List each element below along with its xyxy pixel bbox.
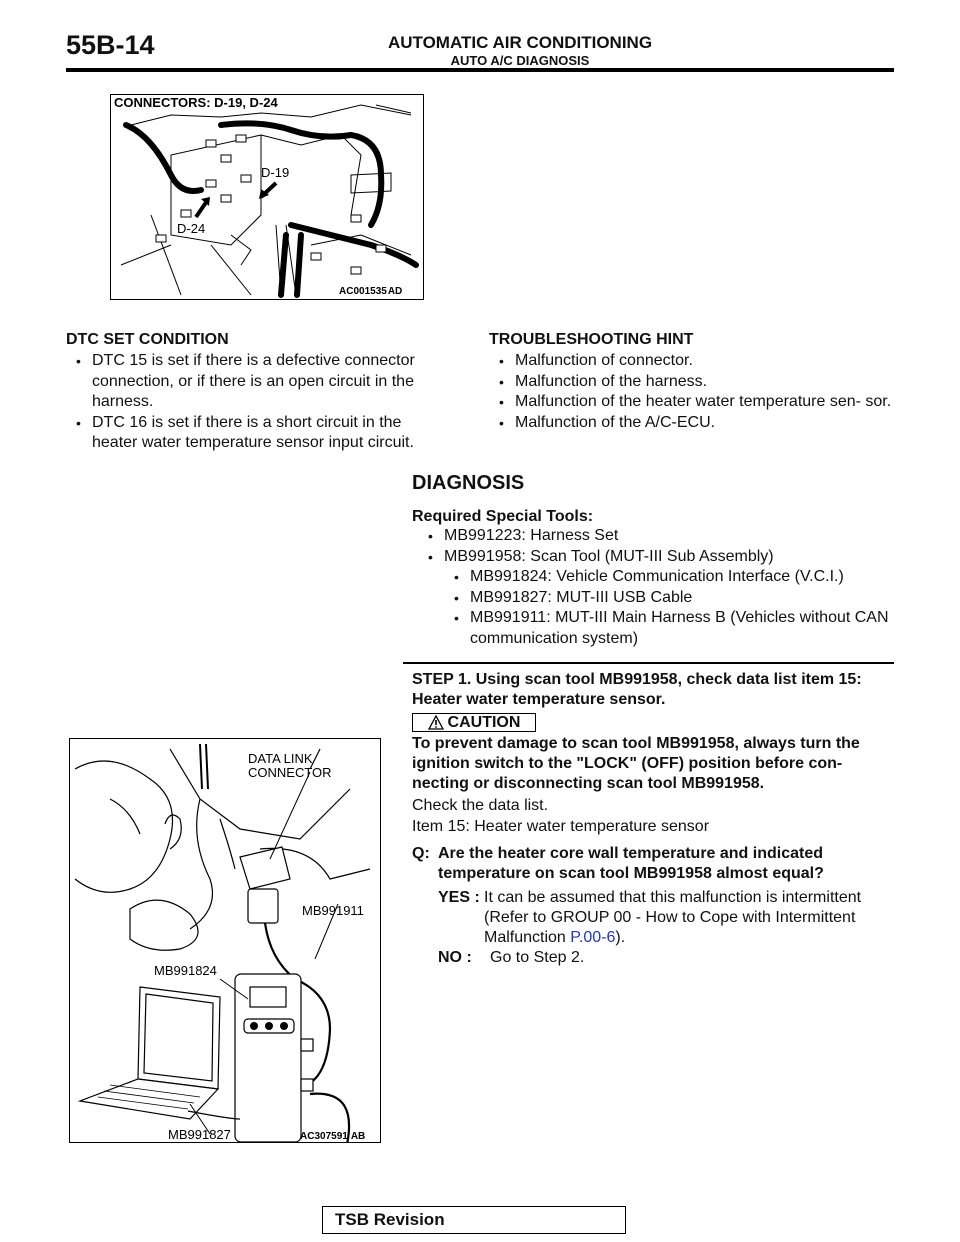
no-label: NO : <box>438 949 472 966</box>
dtc-set-condition-item: • DTC 16 is set if there is a short circuit in the heater water temperature sensor input circuit. <box>66 413 450 454</box>
yes-text: It can be assumed that this malfunction is intermittent (Refer to GROUP 00 - How to Cope with Intermittent Malfunction <box>484 889 862 946</box>
dtc-set-condition-list <box>66 351 450 454</box>
question-text: Are the heater core wall temperature and indicated temperature on scan tool MB991958 almost equal? <box>438 845 824 882</box>
tsb-revision-footer: TSB Revision <box>322 1206 626 1234</box>
figure1-code: AC001535AD <box>339 286 403 297</box>
caution-text: To prevent damage to scan tool MB991958, always turn the ignition switch to the "LOCK" (OFF) position before con- necting or disconnecting scan tool MB991958. <box>412 735 860 792</box>
tool-item: • MB991223: Harness Set <box>418 526 888 547</box>
troubleshooting-hint-item: • Malfunction of connector. <box>489 351 895 372</box>
no-text: Go to Step 2. <box>490 949 585 966</box>
troubleshooting-hint-item: • Malfunction of the A/C-ECU. <box>489 413 895 434</box>
label-mb991824: MB991824 <box>154 963 217 978</box>
label-d24: D-24 <box>177 221 206 236</box>
label-mb991827: MB991827 <box>168 1127 231 1142</box>
label-mb991911: MB991911 <box>302 903 364 918</box>
scan-tool-illustration <box>70 739 380 1142</box>
sub-tools-list <box>444 567 890 649</box>
figure2-code: AC307591 AB <box>300 1131 366 1142</box>
connector-location-figure <box>110 94 424 300</box>
label-data-link-2: CONNECTOR <box>248 765 332 780</box>
diagnosis-title: DIAGNOSIS <box>412 472 525 494</box>
step1-title: STEP 1. Using scan tool MB991958, check data list item 15: Heater water temperature sensor. <box>412 671 862 708</box>
dtc-set-condition-item: • DTC 15 is set if there is a defective connector connection, or if there is an open circuit in the harness. <box>66 351 450 413</box>
scan-tool-connection-figure <box>69 738 381 1143</box>
subsection-title: AUTO A/C DIAGNOSIS <box>450 53 590 68</box>
label-data-link-1: DATA LINK <box>248 751 313 766</box>
required-tools-title: Required Special Tools: <box>412 508 594 525</box>
caution-box <box>412 713 536 732</box>
sub-tool-item: • MB991824: Vehicle Communication Interface (V.C.I.) <box>444 567 890 588</box>
troubleshooting-hint-list <box>489 351 895 433</box>
item-15-line: Item 15: Heater water temperature sensor <box>412 818 710 835</box>
question-prefix: Q: <box>412 845 430 862</box>
required-tools-list <box>418 526 888 567</box>
tool-item: • MB991958: Scan Tool (MUT-III Sub Assembly) <box>418 547 888 568</box>
troubleshooting-hint-item: • Malfunction of the harness. <box>489 372 895 393</box>
dtc-set-condition-title: DTC SET CONDITION <box>66 331 229 348</box>
figure1-caption: CONNECTORS: D-19, D-24 <box>114 95 278 110</box>
check-data-list-line: Check the data list. <box>412 797 549 814</box>
troubleshooting-hint-title: TROUBLESHOOTING HINT <box>489 331 694 348</box>
sub-tool-item: • MB991827: MUT-III USB Cable <box>444 588 890 609</box>
header-rule <box>66 68 894 72</box>
dashboard-illustration <box>111 95 423 299</box>
step-divider <box>403 662 894 664</box>
troubleshooting-hint-item: • Malfunction of the heater water temperature sen- sor. <box>489 392 895 413</box>
warning-icon <box>428 715 444 730</box>
page-number: 55B-14 <box>66 30 155 60</box>
sub-tool-item: • MB991911: MUT-III Main Harness B (Vehicles without CAN communication system) <box>444 608 890 649</box>
section-title: AUTOMATIC AIR CONDITIONING <box>387 33 653 52</box>
label-d19: D-19 <box>261 165 290 180</box>
yes-label: YES : <box>438 889 480 906</box>
yes-answer <box>484 888 894 948</box>
caution-label: CAUTION <box>447 713 521 731</box>
group00-link[interactable]: P.00-6 <box>570 929 616 946</box>
yes-text-end: ). <box>615 929 626 946</box>
